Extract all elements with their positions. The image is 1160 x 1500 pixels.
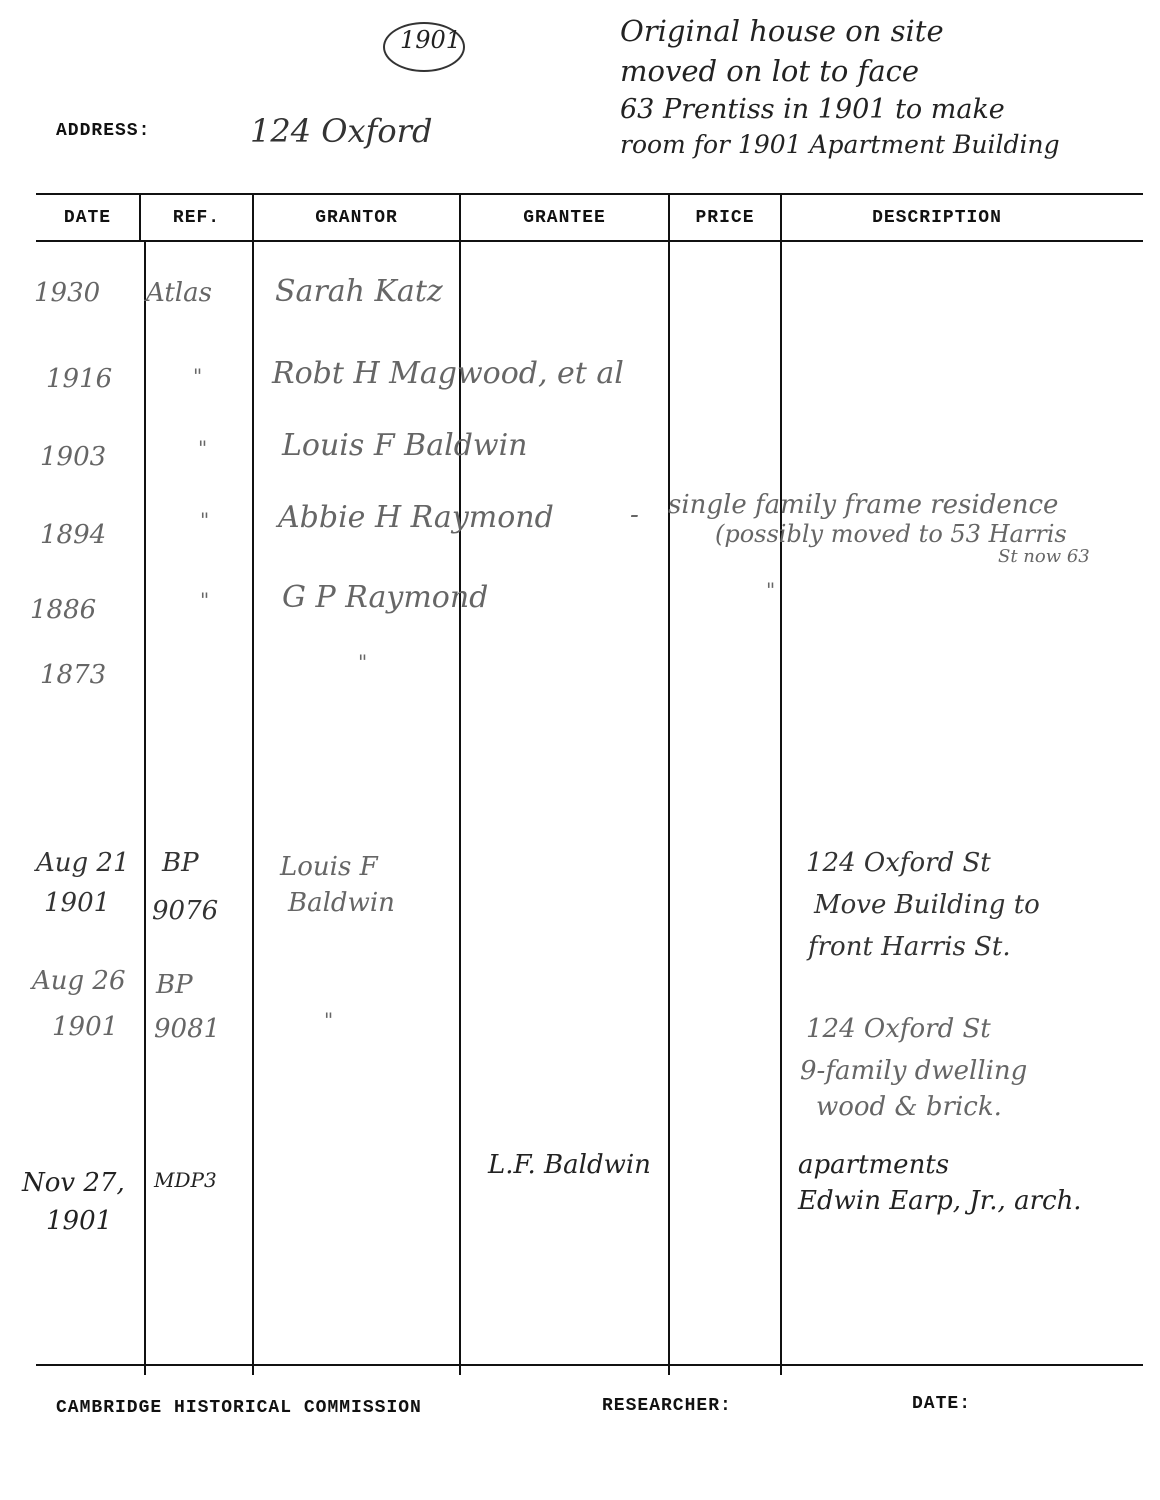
column-header-grantor: GRANTOR xyxy=(315,208,398,228)
table-bottom-rule xyxy=(36,1364,1143,1366)
address-label: ADDRESS: xyxy=(56,121,151,141)
row-grantor: Louis F Baldwin xyxy=(282,428,528,463)
row-ref: " xyxy=(193,364,203,388)
table-top-rule xyxy=(36,193,1143,195)
footer-organization: CAMBRIDGE HISTORICAL COMMISSION xyxy=(56,1398,422,1418)
column-header-price: PRICE xyxy=(695,208,755,228)
row-ref: MDP3 xyxy=(154,1168,217,1192)
row-description-line: wood & brick. xyxy=(816,1092,1002,1122)
row-grantor: " xyxy=(324,1008,334,1032)
column-divider xyxy=(780,195,782,1375)
row-date-line: 1901 xyxy=(46,1206,113,1236)
row-description-line: front Harris St. xyxy=(808,932,1011,962)
row-ref-line: 9081 xyxy=(154,1014,221,1044)
column-header-ref: REF. xyxy=(172,208,221,228)
row-date-line: 1901 xyxy=(52,1012,119,1042)
row-date: 1916 xyxy=(46,364,113,394)
footer-researcher-label: RESEARCHER: xyxy=(602,1396,732,1416)
row-grantor: Robt H Magwood, et al xyxy=(272,356,624,391)
row-grantor-line: Baldwin xyxy=(288,888,395,918)
row-date-line: Aug 21 xyxy=(36,848,130,878)
column-divider xyxy=(252,195,254,1375)
row-ref: " xyxy=(200,588,210,612)
row-grantor: Abbie H Raymond xyxy=(278,500,554,535)
note-line-1: Original house on site xyxy=(620,14,944,48)
header-bottom-rule xyxy=(36,240,1143,242)
row-grantor: " xyxy=(358,650,368,674)
row-date: 1930 xyxy=(34,278,101,308)
row-description-line: (possibly moved to 53 Harris xyxy=(715,520,1067,548)
row-date-line: Nov 27, xyxy=(22,1168,125,1198)
row-ref: Atlas xyxy=(146,278,212,308)
row-grantor: Sarah Katz xyxy=(275,274,443,309)
row-description-line: single family frame residence xyxy=(668,490,1059,520)
column-header-grantee: GRANTEE xyxy=(523,208,606,228)
note-line-4: room for 1901 Apartment Building xyxy=(620,130,1060,159)
row-date: 1873 xyxy=(40,660,107,690)
year-circled: 1901 xyxy=(400,26,462,54)
column-divider xyxy=(144,242,146,1375)
note-line-2: moved on lot to face xyxy=(620,54,920,88)
row-ref: " xyxy=(200,508,210,532)
column-divider xyxy=(668,195,670,1375)
row-grantee: L.F. Baldwin xyxy=(488,1150,651,1180)
row-grantor: G P Raymond xyxy=(282,580,489,615)
row-date: 1886 xyxy=(30,595,97,625)
row-description-ditto: " xyxy=(766,578,776,602)
row-date-line: 1901 xyxy=(44,888,111,918)
row-description-line: 124 Oxford St xyxy=(806,848,991,878)
row-date: 1903 xyxy=(40,442,107,472)
row-ref: " xyxy=(198,436,208,460)
row-description-line: St now 63 xyxy=(998,546,1090,567)
address-value: 124 Oxford xyxy=(250,112,433,150)
column-header-description: DESCRIPTION xyxy=(872,208,1002,228)
row-dash: - xyxy=(630,500,639,530)
row-description-line: 124 Oxford St xyxy=(806,1014,991,1044)
row-ref-line: 9076 xyxy=(152,896,219,926)
row-date-line: Aug 26 xyxy=(32,966,126,996)
note-line-3: 63 Prentiss in 1901 to make xyxy=(620,94,1005,125)
column-header-date: DATE xyxy=(63,208,112,228)
footer-date-label: DATE: xyxy=(912,1394,972,1414)
row-ref-line: BP xyxy=(156,970,193,1000)
row-description-line: Move Building to xyxy=(814,890,1040,920)
row-description-line: 9-family dwelling xyxy=(800,1056,1028,1086)
row-description-line: apartments xyxy=(798,1150,950,1180)
row-description-line: Edwin Earp, Jr., arch. xyxy=(798,1186,1082,1216)
row-ref-line: BP xyxy=(162,848,199,878)
row-date: 1894 xyxy=(40,520,107,550)
row-grantor-line: Louis F xyxy=(280,852,378,882)
